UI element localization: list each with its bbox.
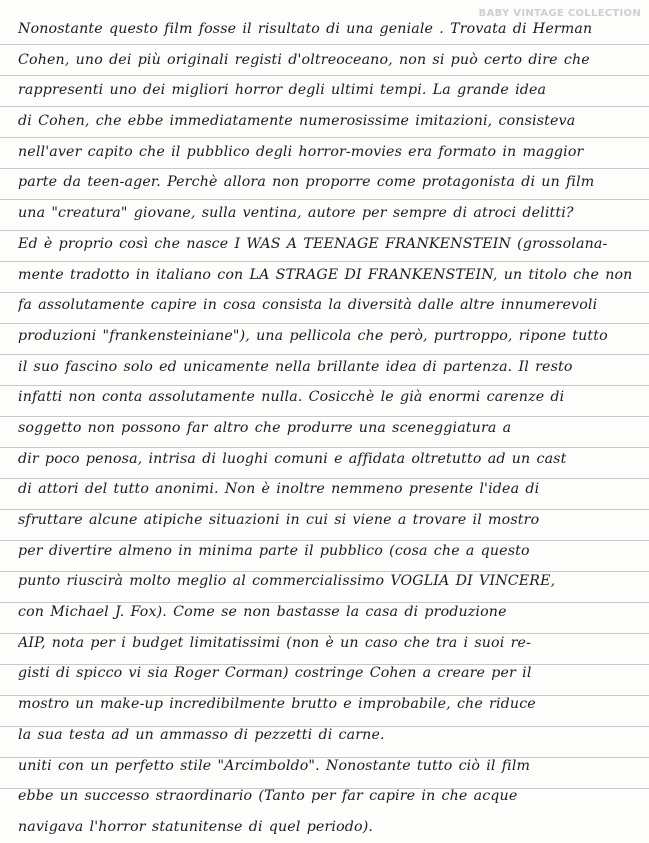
text-line: uniti con un perfetto stile "Arcimboldo". Nonostante tutto ciò il film [18,757,531,774]
text-line: con Michael J. Fox). Come se non bastasse la casa di produzione [18,604,507,621]
text-line: parte da teen-ager. Perchè allora non proporre come protagonista di un film [18,174,595,191]
text-line: Ed è proprio così che nasce I WAS A TEENAGE FRANKENSTEIN (grossolana- [18,235,608,252]
handwritten-text-body [18,14,638,843]
watermark: BABY VINTAGE COLLECTION [478,8,641,19]
text-line: dir poco penosa, intrisa di luoghi comuni e affidata oltretutto ad un cast [18,450,567,467]
text-line: Nonostante questo film fosse il risultato di una geniale . Trovata di Herman [18,21,593,37]
text-line: di attori del tutto anonimi. Non è inoltre nemmeno presente l'idea di [18,481,540,498]
text-line: per divertire almeno in minima parte il pubblico (cosa che a questo [18,542,530,559]
text-line: nell'aver capito che il pubblico degli horror-movies era formato in maggior [18,143,584,160]
text-line: punto riuscirà molto meglio al commercialissimo VOGLIA DI VINCERE, [18,573,556,590]
text-line: la sua testa ad un ammasso di pezzetti di carne. [18,726,385,743]
text-line: ebbe un successo straordinario (Tanto per far capire in che acque [18,788,518,805]
text-line: produzioni "frankensteiniane"), una pellicola che però, purtroppo, ripone tutto [18,327,608,344]
text-line: fa assolutamente capire in cosa consista la diversità dalle altre innumerevoli [18,297,598,314]
text-line: rappresenti uno dei migliori horror degli ultimi tempi. La grande idea [18,82,547,99]
text-line: infatti non conta assolutamente nulla. Cosicchè le già enormi carenze di [18,389,565,406]
text-line: soggetto non possono far altro che produrre una sceneggiatura a [18,419,512,436]
text-line: una "creatura" giovane, sulla ventina, autore per sempre di atroci delitti? [18,205,574,222]
text-line: di Cohen, che ebbe immediatamente numerosissime imitazioni, consisteva [18,113,576,130]
text-line: Cohen, uno dei più originali registi d'oltreoceano, non si può certo dire che [18,51,590,68]
text-line: il suo fascino solo ed unicamente nella brillante idea di partenza. Il resto [18,358,573,375]
text-line: gisti di spicco vi sia Roger Corman) costringe Cohen a creare per il [18,665,532,682]
text-line: AIP, nota per i budget limitatissimi (non è un caso che tra i suoi re- [18,634,532,651]
text-line: navigava l'horror statunitense di quel periodo). [18,818,374,835]
text-line: sfruttare alcune atipiche situazioni in cui si viene a trovare il mostro [18,512,540,528]
text-line: mente tradotto in italiano con LA STRAGE DI FRANKENSTEIN, un titolo che non [18,266,633,283]
text-line: mostro un make-up incredibilmente brutto e improbabile, che riduce [18,696,536,713]
